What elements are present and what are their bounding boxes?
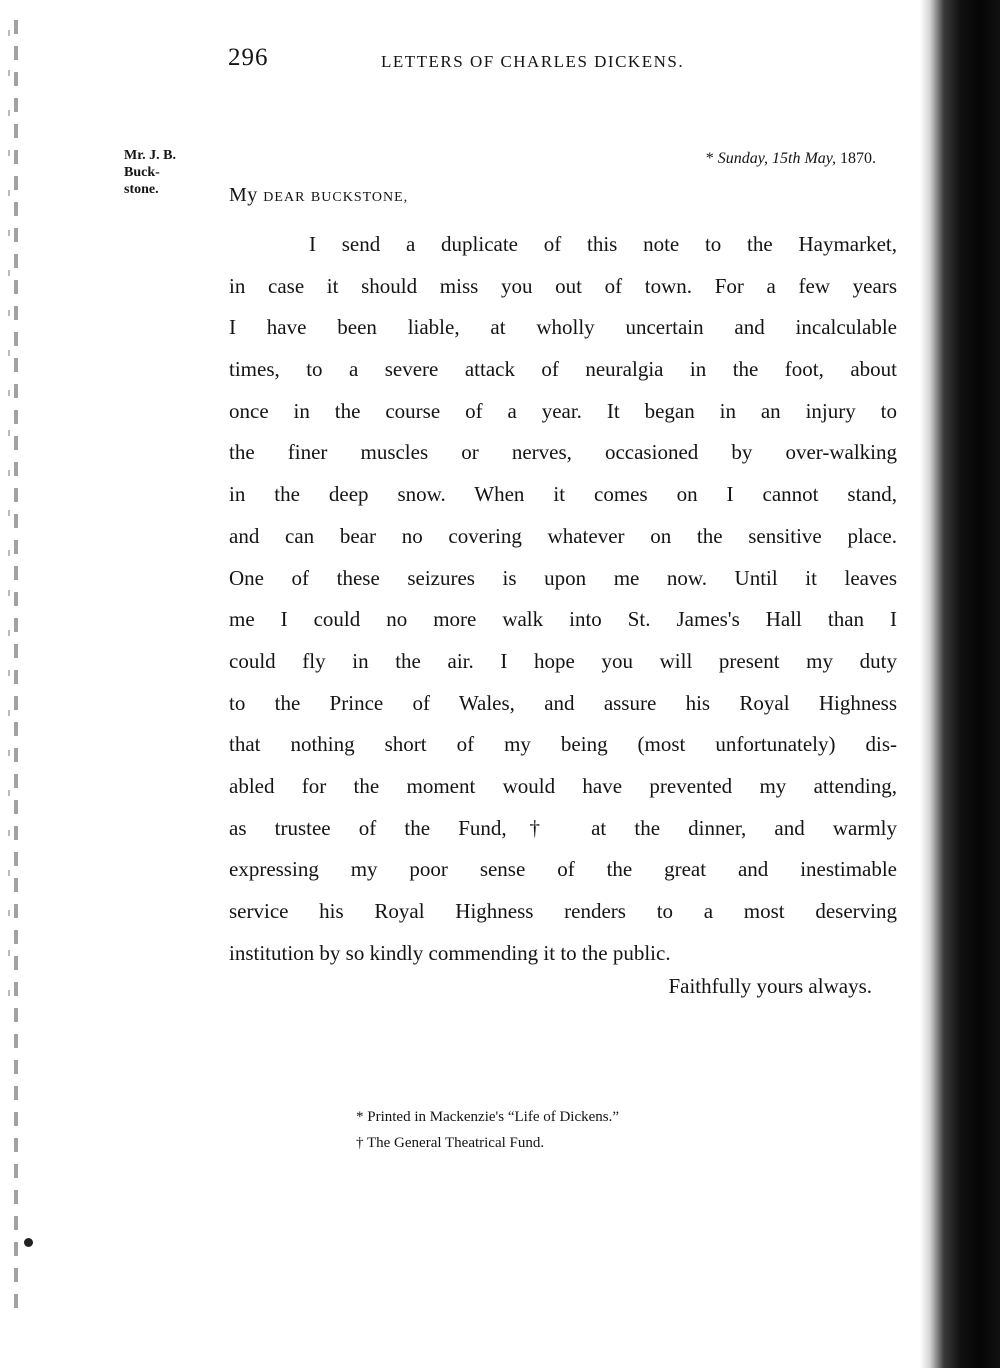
- date-footnote-marker: *: [705, 150, 718, 167]
- body-line: in the deep snow. When it comes on I cannot stand,: [229, 482, 897, 507]
- salutation-dear: DEAR: [263, 190, 306, 205]
- body-line: expressing my poor sense of the great and inestimable: [229, 857, 897, 882]
- margin-sidenote: [124, 147, 224, 198]
- body-line: One of these seizures is upon me now. Until it leaves: [229, 565, 897, 590]
- salutation-my: My: [229, 184, 258, 206]
- page-number: 296: [228, 44, 269, 71]
- body-line: abled for the moment would have prevented my attending,: [229, 773, 897, 798]
- date-year: 1870.: [836, 150, 876, 167]
- sidenote-line: stone.: [124, 182, 159, 197]
- running-title: LETTERS OF CHARLES DICKENS.: [381, 52, 685, 71]
- body-line: as trustee of the Fund,† at the dinner, and warmly: [229, 815, 897, 840]
- running-head: [228, 44, 788, 80]
- body-line: institution by so kindly commending it to the public.: [229, 940, 671, 965]
- body-line: I have been liable, at wholly uncertain and incalculable: [229, 315, 897, 340]
- scan-left-edge: [14, 20, 18, 1310]
- body-line: I send a duplicate of this note to the Haymarket,: [309, 232, 897, 256]
- letter-body: [229, 226, 897, 976]
- sidenote-line: Buck-: [124, 165, 160, 180]
- body-line: to the Prince of Wales, and assure his Royal Highness: [229, 690, 897, 715]
- body-line: that nothing short of my being (most unfortunately) dis-: [229, 732, 897, 757]
- body-line: in case it should miss you out of town. For a few years: [229, 273, 897, 298]
- footnote: † The General Theatrical Fund.: [356, 1135, 545, 1151]
- footnotes: [356, 1104, 619, 1156]
- date-text: Sunday, 15th May,: [717, 150, 836, 167]
- body-line: times, to a severe attack of neuralgia in the foot, about: [229, 357, 897, 382]
- body-line: and can bear no covering whatever on the sensitive place.: [229, 523, 897, 548]
- letter-date: [706, 150, 876, 168]
- body-line: service his Royal Highness renders to a most deserving: [229, 899, 897, 923]
- body-line: me I could no more walk into St. James's Hall than I: [229, 607, 897, 632]
- letter-closing: Faithfully yours always.: [668, 974, 872, 998]
- salutation: [229, 184, 408, 207]
- scan-left-edge-marks: [8, 30, 10, 1030]
- scan-ink-dot: [24, 1238, 33, 1247]
- footnote: * Printed in Mackenzie's “Life of Dickens.”: [356, 1109, 620, 1125]
- body-line: once in the course of a year. It began in an injury to: [229, 398, 897, 423]
- salutation-name: BUCKSTONE,: [310, 190, 409, 205]
- binding-shadow: [920, 0, 1000, 1368]
- body-line: the finer muscles or nerves, occasioned by over-walking: [229, 440, 897, 465]
- sidenote-line: Mr. J. B.: [124, 148, 176, 163]
- body-line: could fly in the air. I hope you will present my duty: [229, 648, 897, 673]
